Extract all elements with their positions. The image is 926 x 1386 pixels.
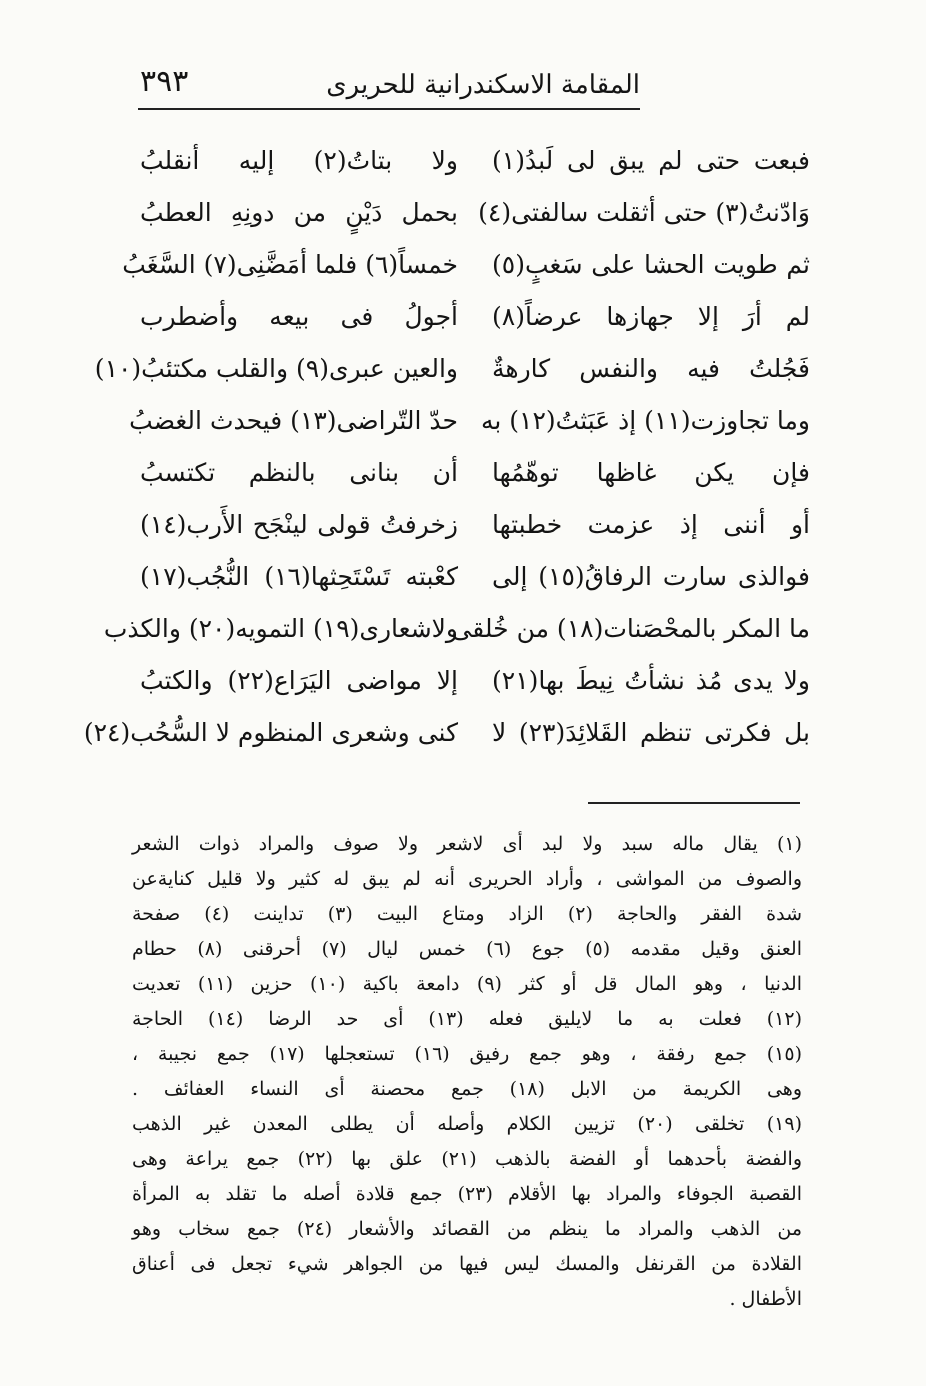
verse-first-hemistich: بل فكرتى تنظم القَلائِدَ(٢٣) لا xyxy=(492,718,811,747)
page-header xyxy=(140,58,640,106)
verse-first-hemistich: ثم طويت الحشا على سَغبٍ(٥) xyxy=(492,250,810,279)
verse-second-hemistich: كنى وشعرى المنظوم لا السُّحُب(٢٤) xyxy=(83,718,458,747)
verse xyxy=(140,448,810,498)
verse-first-hemistich: ما المكر بالمحْصَنات(١٨) من خُلقى xyxy=(451,614,810,643)
footnote-line: القلادة من القرنفل والمسك ليس فيها من الجواهر شيء تجعل فى أعناق xyxy=(132,1253,802,1275)
footnote-line: والفضة بأحدهما أو الفضة بالذهب (٢١) علق بها (٢٢) جمع يراعة وهى xyxy=(132,1148,802,1170)
verse xyxy=(140,188,810,238)
footnote-line: القصبة الجوفاء والمراد بها الأقلام (٢٣) جمع قلادة أصله ما تقلد به المرأة xyxy=(132,1183,802,1205)
verse-first-hemistich: فَجُلتُ فيه والنفس كارهةٌ xyxy=(492,354,810,383)
verse-first-hemistich: لم أرَ إلا جهازها عرضاً(٨) xyxy=(492,302,810,331)
verse xyxy=(140,136,810,186)
poem xyxy=(83,136,811,776)
verse-first-hemistich: وما تجاوزت(١١) إذ عَبَثتُ(١٢) به xyxy=(480,406,810,435)
footnotes xyxy=(132,828,802,1318)
verse-second-hemistich: كعْبته تَسْتَحِثها(١٦) النُّجُب(١٧) xyxy=(140,562,459,591)
footnote-line: (١٥) جمع رفقة ، وهو جمع رفيق (١٦) تستعجلها (١٧) جمع نجيبة ، xyxy=(132,1043,802,1065)
verse-first-hemistich: فإن يكن غاظها توهّمُها xyxy=(492,458,810,487)
verse xyxy=(140,552,810,602)
footnote-rule xyxy=(588,802,800,804)
footnote-line: (١٢) فعلت به ما لايليق فعله (١٣) أى حد الرضا (١٤) الحاجة xyxy=(132,1008,802,1030)
verse xyxy=(122,240,810,290)
footnote-line: وهى الكريمة من الابل (١٨) جمع محصنة أى النساء العفائف . xyxy=(132,1078,802,1100)
verse-first-hemistich: فوالذى سارت الرفاقُ(١٥) إلى xyxy=(492,562,810,591)
verse-second-hemistich: ولا بتاتُ(٢) إليه أنقلبُ xyxy=(140,146,458,175)
verse-second-hemistich: حدّ التّراضى(١٣) فيحدث الغضبُ xyxy=(129,406,458,435)
verse-first-hemistich: وَادّنتُ(٣) حتى أثقلت سالفتى(٤) xyxy=(478,198,810,227)
footnote-line: والصوف من المواشى ، وأراد الحريرى أنه لم يبق له كثير ولا قليل كنايةعن xyxy=(132,868,802,890)
verse xyxy=(103,604,810,654)
running-title: المقامة الاسكندرانية للحريرى xyxy=(326,70,640,100)
verse-first-hemistich: فبعت حتى لم يبق لى لَبدُ(١) xyxy=(492,146,810,175)
header-rule xyxy=(138,108,640,110)
footnote-line: الأطفال . xyxy=(729,1288,802,1310)
footnote-line: شدة الفقر والحاجة (٢) الزاد ومتاع البيت (٣) تداينت (٤) صفحة xyxy=(132,903,802,925)
footnote-line: (١٩) تخلقى (٢٠) تزيين الكلام وأصله أن يطلى المعدن غير الذهب xyxy=(132,1113,802,1135)
verse-second-hemistich: أجولُ فى بيعه وأضطرب xyxy=(140,302,458,331)
verse-second-hemistich: إلا مواضى اليَرَاع(٢٢) والكتبُ xyxy=(140,666,459,695)
footnote-line: الدنيا ، وهو المال قل أو كثر (٩) دامعة باكية (١٠) حزين (١١) تعديت xyxy=(132,973,802,995)
footnote-line: (١) يقال ماله سبد ولا لبد أى لاشعر ولا صوف والمراد ذوات الشعر xyxy=(132,833,802,855)
verse xyxy=(83,708,811,758)
verse xyxy=(129,396,810,446)
page-number: ٣٩٣ xyxy=(140,64,189,99)
verse xyxy=(140,292,810,342)
verse-second-hemistich: بحمل دَيْنٍ من دونِهِ العطبُ xyxy=(140,198,458,227)
verse xyxy=(140,656,810,706)
verse-second-hemistich: خمساً(٦) فلما أمَضَّنِى(٧) السَّغَبُ xyxy=(122,250,458,279)
footnote-line: العنق وقيل مقدمه (٥) جوع (٦) خمس ليال (٧) أحرقنى (٨) حطام xyxy=(132,938,802,960)
verse-second-hemistich: أن بنانى بالنظم تكتسبُ xyxy=(140,458,458,487)
verse-first-hemistich: ولا يدى مُذ نشأتُ نِيطَ بها(٢١) xyxy=(492,666,810,695)
verse-second-hemistich: والعين عبرى(٩) والقلب مكتئبُ(١٠) xyxy=(94,354,458,383)
verse-second-hemistich: زخرفتُ قولى لينْجَح الأَرب(١٤) xyxy=(140,510,458,539)
verse-first-hemistich: أو أننى إذ عزمت خطبتها xyxy=(492,510,810,539)
verse xyxy=(140,500,810,550)
footnote-line: من الذهب والمراد ما ينظم من القصائد والأشعار (٢٤) جمع سخاب وهو xyxy=(132,1218,802,1240)
verse xyxy=(94,344,810,394)
verse-second-hemistich: ولاشعارى(١٩) التمويه(٢٠) والكذب xyxy=(103,614,458,643)
